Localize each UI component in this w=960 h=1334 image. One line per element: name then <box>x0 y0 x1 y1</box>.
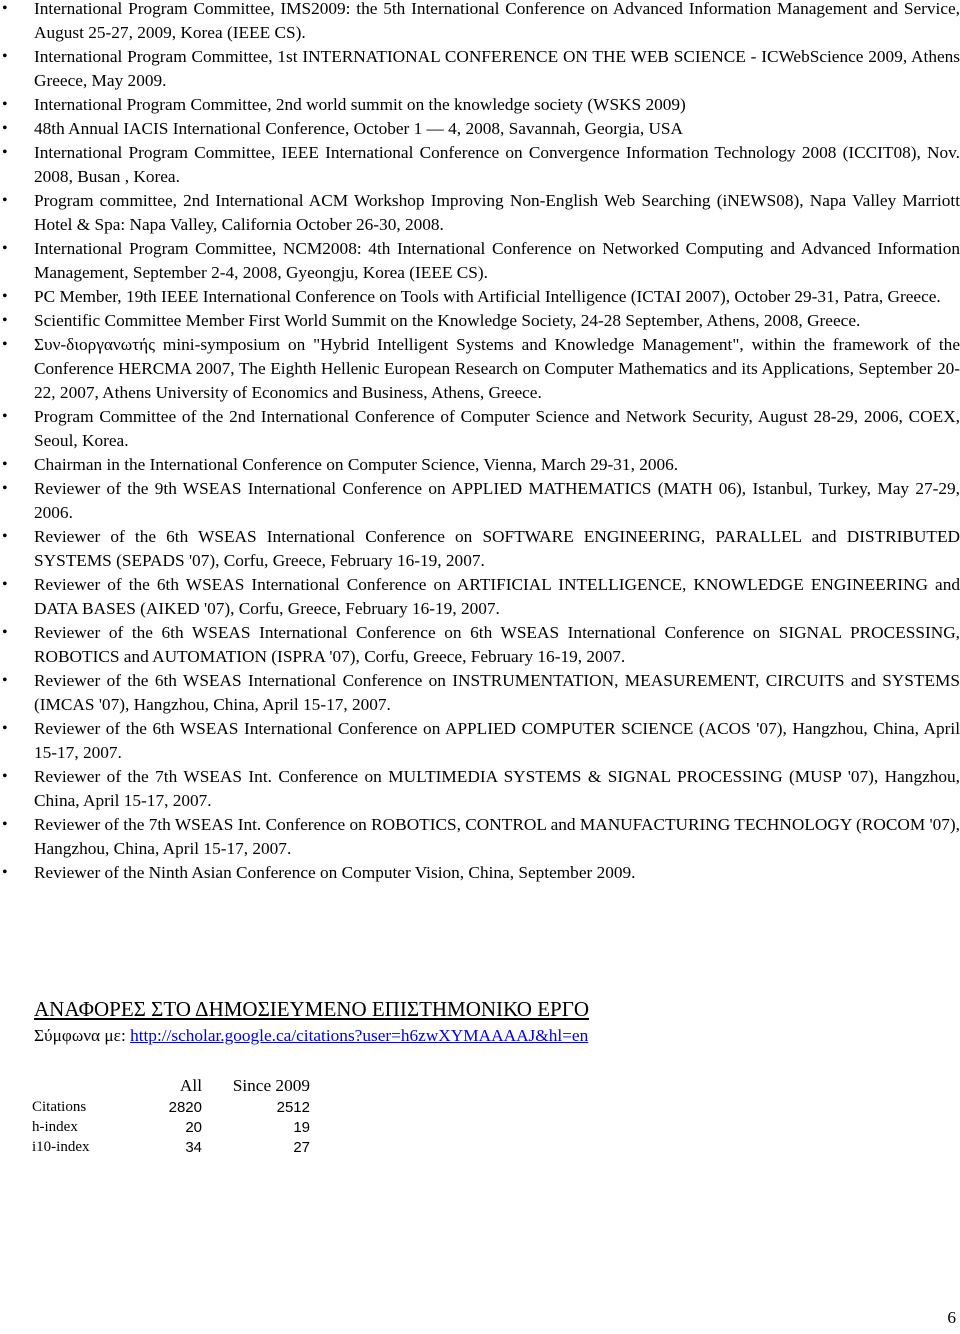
row-all-value: 2820 <box>168 1099 202 1116</box>
bullet-icon: • <box>2 480 8 497</box>
bullet-icon: • <box>2 144 8 161</box>
bullet-icon: • <box>2 192 8 209</box>
table-row <box>32 1136 312 1156</box>
bullet-icon: • <box>2 864 8 881</box>
list-item-text: PC Member, 19th IEEE International Conference on Tools with Artificial Intelligence (ICTAI 2007), October 29-31, Patra, Greece. <box>34 287 941 306</box>
table-header-since: Since 2009 <box>232 1076 310 1095</box>
list-item-text: Program committee, 2nd International ACM Workshop Improving Non-English Web Searching (iNEWS08), Napa Valley Marriott Hotel & Spa: Napa Valley, California October 26-30, 2008. <box>34 191 960 234</box>
list-item <box>0 765 960 813</box>
list-item <box>0 141 960 189</box>
list-item-text: 48th Annual IACIS International Conference, October 1 — 4, 2008, Savannah, Georgia, USA <box>34 119 684 138</box>
list-item-text: Reviewer of the Ninth Asian Conference on Computer Vision, China, September 2009. <box>34 863 636 882</box>
row-all-value: 34 <box>185 1139 202 1156</box>
bullet-icon: • <box>2 528 8 545</box>
page-number: 6 <box>947 1308 956 1327</box>
list-item-text: Reviewer of the 6th WSEAS International Conference on INSTRUMENTATION, MEASUREMENT, CIRCUITS and SYSTEMS (IMCAS '07), Hangzhou, China, April 15-17, 2007. <box>34 671 960 714</box>
bullet-icon: • <box>2 288 8 305</box>
row-all-value: 20 <box>185 1119 202 1136</box>
table-row <box>32 1116 312 1136</box>
list-item-text: Reviewer of the 9th WSEAS International Conference on APPLIED MATHEMATICS (MATH 06), Istanbul, Turkey, May 27-29, 2006. <box>34 479 960 522</box>
list-item-text: Reviewer of the 6th WSEAS International Conference on APPLIED COMPUTER SCIENCE (ACOS '07), Hangzhou, China, April 15-17, 2007. <box>34 719 960 762</box>
bullet-icon: • <box>2 576 8 593</box>
bullet-icon: • <box>2 672 8 689</box>
bullet-icon: • <box>2 96 8 113</box>
row-label: h-index <box>32 1119 78 1135</box>
citations-table <box>32 1070 312 1156</box>
bullet-icon: • <box>2 456 8 473</box>
list-item <box>0 717 960 765</box>
list-item-text: Scientific Committee Member First World Summit on the Knowledge Society, 24-28 September, Athens, 2008, Greece. <box>34 311 861 330</box>
list-item <box>0 189 960 237</box>
list-item-text: International Program Committee, IMS2009: the 5th International Conference on Advanced Information Management and Service, August 25-27, 2009, Korea (IEEE CS). <box>34 0 960 42</box>
row-label: Citations <box>32 1099 87 1115</box>
list-item-text: International Program Committee, NCM2008: 4th International Conference on Networked Computing and Advanced Information Management, September 2-4, 2008, Gyeongju, Korea (IEEE CS). <box>34 239 960 282</box>
list-item <box>0 573 960 621</box>
list-item-text: International Program Committee, 2nd world summit on the knowledge society (WSKS 2009) <box>34 95 686 114</box>
list-item <box>0 453 960 477</box>
source-prefix: Σύμφωνα με: <box>34 1026 131 1045</box>
bullet-icon: • <box>2 720 8 737</box>
row-since-value: 27 <box>293 1139 310 1156</box>
bullet-icon: • <box>2 768 8 785</box>
list-item-text: Reviewer of the 6th WSEAS International Conference on 6th WSEAS International Conference on SIGNAL PROCESSING, ROBOTICS and AUTOMATION (ISPRA '07), Corfu, Greece, February 16-19, 2007. <box>34 623 960 666</box>
list-item <box>0 813 960 861</box>
list-item <box>0 525 960 573</box>
row-since-value: 2512 <box>276 1099 310 1116</box>
list-item-text: Reviewer of the 6th WSEAS International Conference on ARTIFICIAL INTELLIGENCE, KNOWLEDGE ENGINEERING and DATA BASES (AIKED '07), Corfu, Greece, February 16-19, 2007. <box>34 575 960 618</box>
table-row <box>32 1096 312 1116</box>
list-item-text: International Program Committee, 1st INTERNATIONAL CONFERENCE ON THE WEB SCIENCE - ICWebScience 2009, Athens Greece, May 2009. <box>34 47 960 90</box>
list-item <box>0 669 960 717</box>
list-item <box>0 45 960 93</box>
list-item <box>0 237 960 285</box>
list-item <box>0 861 960 885</box>
list-item-text: Συν-διοργανωτής mini-symposium on "Hybrid Intelligent Systems and Knowledge Management", within the framework of the Conference HERCMA 2007, The Eighth Hellenic European Research on Computer Mathematics and its Applications, September 20-22, 2007, Athens University of Economics and Business, Athens, Greece. <box>34 335 960 402</box>
bullet-icon: • <box>2 120 8 137</box>
bullet-icon: • <box>2 624 8 641</box>
section-title: ΑΝΑΦΟΡΕΣ ΣΤΟ ΔΗΜΟΣΙΕΥΜΕΝΟ ΕΠΙΣΤΗΜΟΝΙΚΟ ΕΡΓΟ <box>34 997 590 1021</box>
scholar-link[interactable]: http://scholar.google.ca/citations?user=h6zwXYMAAAAJ&hl=en <box>130 1026 589 1045</box>
list-item <box>0 309 960 333</box>
row-since-value: 19 <box>293 1119 310 1136</box>
bullet-icon: • <box>2 816 8 833</box>
bullet-icon: • <box>2 408 8 425</box>
table-header-row <box>32 1070 312 1096</box>
list-item <box>0 405 960 453</box>
list-item-text: International Program Committee, IEEE International Conference on Convergence Information Technology 2008 (ICCIT08), Nov. 2008, Busan , Korea. <box>34 143 960 186</box>
table-header-blank <box>32 1070 142 1096</box>
list-item-text: Chairman in the International Conference on Computer Science, Vienna, March 29-31, 2006. <box>34 455 679 474</box>
list-item <box>0 93 960 117</box>
list-item-text: Reviewer of the 7th WSEAS Int. Conference on MULTIMEDIA SYSTEMS & SIGNAL PROCESSING (MUSP '07), Hangzhou, China, April 15-17, 2007. <box>34 767 960 810</box>
list-item <box>0 477 960 525</box>
list-item <box>0 621 960 669</box>
bullet-icon: • <box>2 312 8 329</box>
source-line <box>34 1024 588 1048</box>
list-item <box>0 333 960 405</box>
list-item <box>0 0 960 45</box>
list-item <box>0 117 960 141</box>
table-header-all: All <box>179 1076 202 1095</box>
list-item-text: Program Committee of the 2nd International Conference of Computer Science and Network Security, August 28-29, 2006, COEX, Seoul, Korea. <box>34 407 960 450</box>
list-item-text: Reviewer of the 7th WSEAS Int. Conference on ROBOTICS, CONTROL and MANUFACTURING TECHNOLOGY (ROCOM '07), Hangzhou, China, April 15-17, 2007. <box>34 815 960 858</box>
bullet-icon: • <box>2 48 8 65</box>
bullet-icon: • <box>2 240 8 257</box>
bullet-icon: • <box>2 0 8 17</box>
list-item <box>0 285 960 309</box>
bullet-icon: • <box>2 336 8 353</box>
row-label: i10-index <box>32 1139 90 1155</box>
list-item-text: Reviewer of the 6th WSEAS International Conference on SOFTWARE ENGINEERING, PARALLEL and DISTRIBUTED SYSTEMS (SEPADS '07), Corfu, Greece, February 16-19, 2007. <box>34 527 960 570</box>
